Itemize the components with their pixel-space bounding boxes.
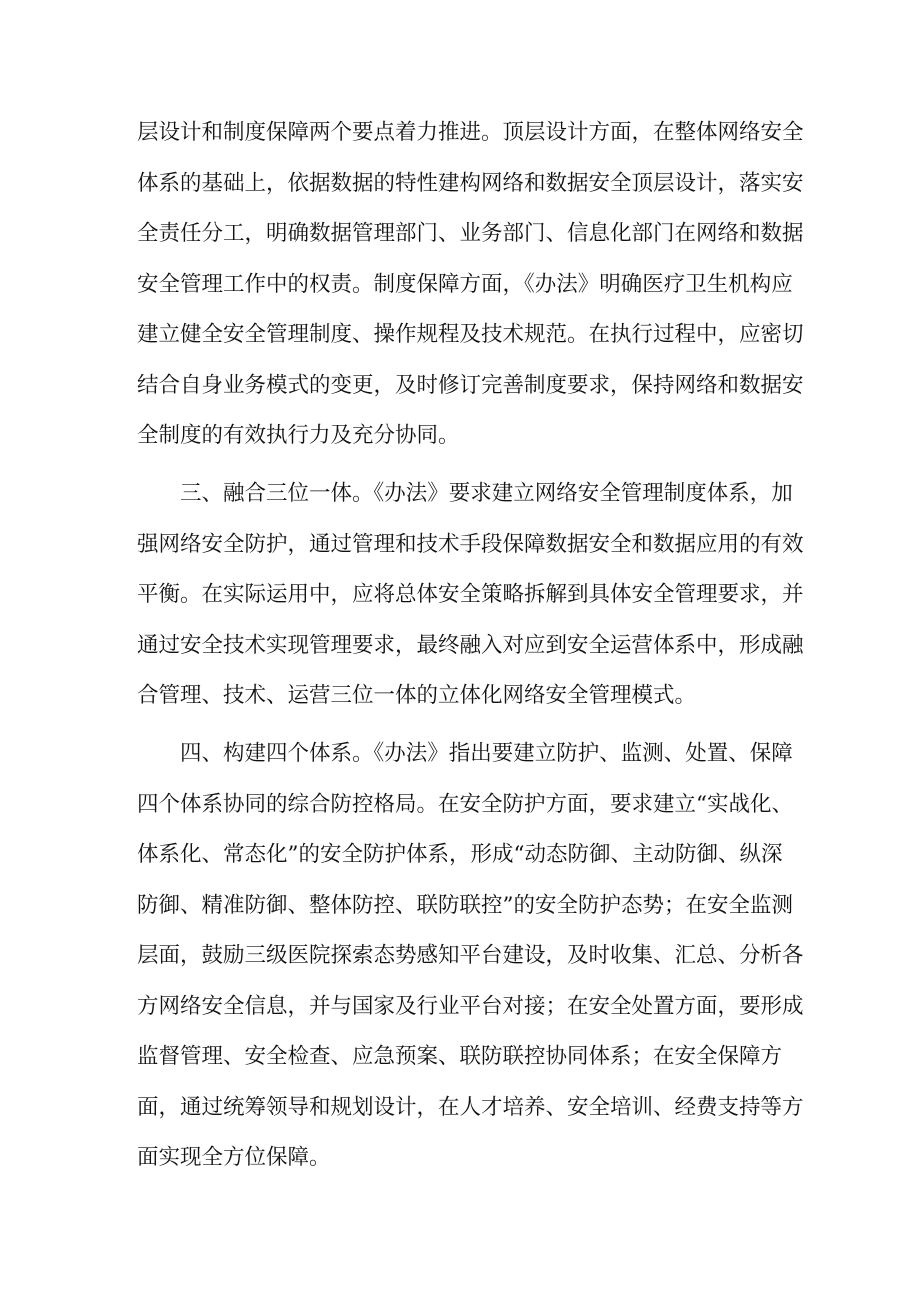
text-line: 全制度的有效执行力及充分协同。 [137, 423, 460, 448]
text-line: 层面，鼓励三级医院探索态势感知平台建设，及时收集、汇总、分析各 [137, 943, 804, 968]
text-line: 建立健全安全管理制度、操作规程及技术规范。在执行过程中，应密切 [137, 322, 804, 347]
text-line: 结合自身业务模式的变更，及时修订完善制度要求，保持网络和数据安 [137, 373, 804, 398]
text-line: 监督管理、安全检查、应急预案、联防联控协同体系；在安全保障方 [137, 1044, 783, 1069]
text-line: 体系化、常态化”的安全防护体系，形成“动态防御、主动防御、纵深 [137, 842, 783, 867]
text-line: 防御、精准防御、整体防控、联防联控”的安全防护态势；在安全监测 [137, 893, 793, 918]
text-line: 四、构建四个体系。《办法》指出要建立防护、监测、处置、保障 [180, 741, 793, 766]
text-line: 方网络安全信息，并与国家及行业平台对接；在安全处置方面，要形成 [137, 994, 804, 1019]
text-line: 全责任分工，明确数据管理部门、业务部门、信息化部门在网络和数据 [137, 221, 804, 246]
text-line: 层设计和制度保障两个要点着力推进。顶层设计方面，在整体网络安全 [137, 120, 804, 145]
text-line: 体系的基础上，依据数据的特性建构网络和数据安全顶层设计，落实安 [137, 171, 804, 196]
text-line: 强网络安全防护，通过管理和技术手段保障数据安全和数据应用的有效 [137, 532, 804, 557]
text-line: 面实现全方位保障。 [137, 1145, 331, 1170]
text-line: 安全管理工作中的权责。制度保障方面，《办法》明确医疗卫生机构应 [137, 272, 793, 297]
text-line: 面，通过统筹领导和规划设计，在人才培养、安全培训、经费支持等方 [137, 1095, 804, 1120]
text-line: 通过安全技术实现管理要求，最终融入对应到安全运营体系中，形成融 [137, 633, 804, 658]
text-line: 平衡。在实际运用中，应将总体安全策略拆解到具体安全管理要求，并 [137, 582, 804, 607]
text-line: 合管理、技术、运营三位一体的立体化网络安全管理模式。 [137, 683, 697, 708]
text-line: 四个体系协同的综合防控格局。在安全防护方面，要求建立“实战化、 [137, 792, 793, 817]
text-line: 三、融合三位一体。《办法》要求建立网络安全管理制度体系，加 [180, 481, 793, 506]
